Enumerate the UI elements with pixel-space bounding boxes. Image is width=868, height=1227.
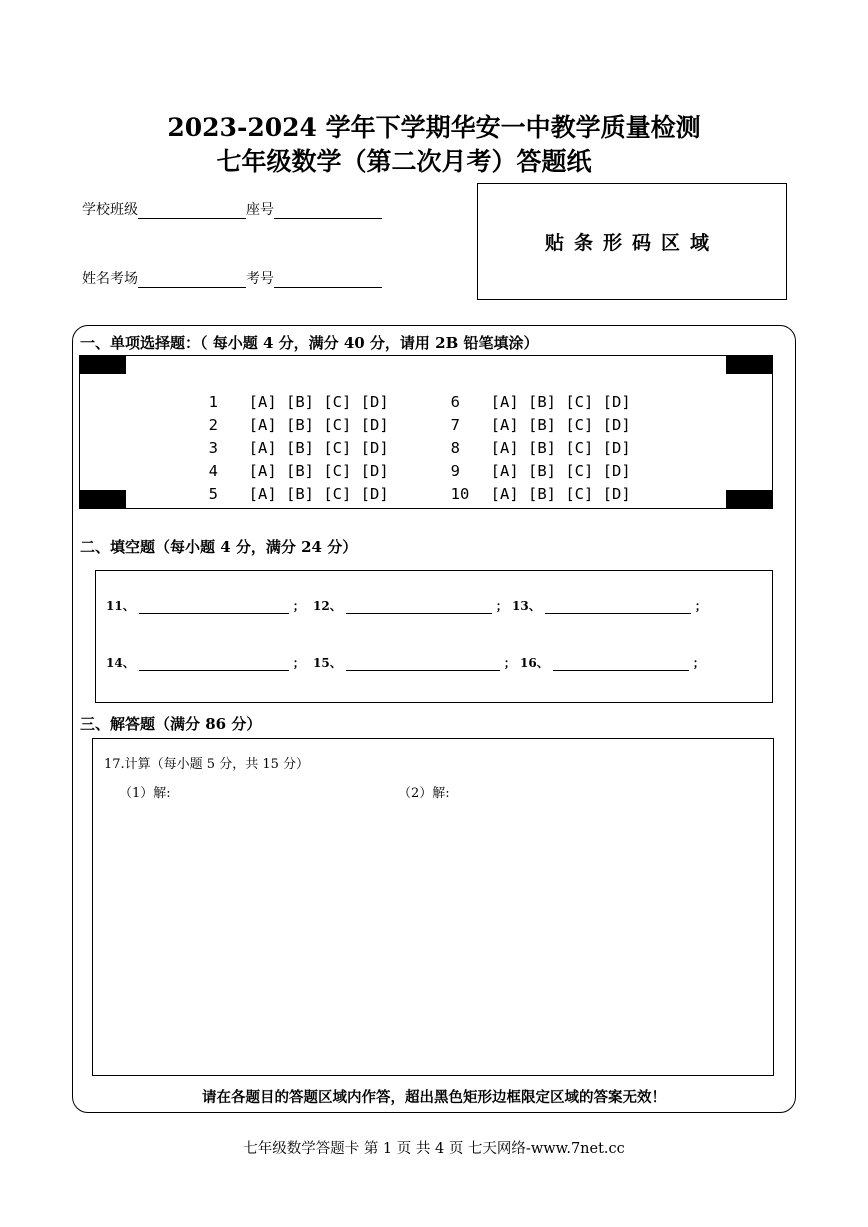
separator: ； — [503, 656, 516, 670]
question-number: 5 — [208, 485, 219, 503]
school-class-line[interactable] — [138, 204, 246, 219]
blank-11[interactable] — [106, 597, 305, 614]
seat-no-line[interactable] — [274, 204, 382, 219]
part2-label: （2）解: — [398, 786, 450, 801]
option-bubbles[interactable]: [A] [B] [C] [D] — [248, 439, 389, 457]
alignment-mark — [726, 356, 772, 374]
exam-no-line[interactable] — [274, 273, 382, 288]
blank-number: 16、 — [520, 656, 549, 670]
option-bubbles[interactable]: [A] [B] [C] [D] — [248, 485, 389, 503]
answer-line[interactable] — [139, 600, 289, 614]
question-number: 6 — [450, 393, 461, 411]
question-number: 1 — [208, 393, 219, 411]
separator: ； — [495, 599, 508, 613]
question-number: 8 — [450, 439, 461, 457]
separator: ； — [292, 599, 305, 613]
exam-no-label: 考号 — [246, 271, 274, 287]
question-number: 3 — [208, 439, 219, 457]
blank-number: 12、 — [313, 599, 342, 613]
page-footer: 七年级数学答题卡 第 1 页 共 4 页 七天网络-www.7net.cc — [243, 1141, 625, 1157]
alignment-mark — [726, 490, 772, 508]
name-room-label: 姓名考场 — [82, 271, 138, 287]
question-number: 9 — [450, 462, 461, 480]
answer-line[interactable] — [346, 600, 492, 614]
name-room-line[interactable] — [138, 273, 246, 288]
mc-row[interactable] — [190, 467, 389, 503]
alignment-mark — [80, 356, 126, 374]
name-room-field[interactable] — [82, 268, 382, 288]
alignment-mark — [80, 490, 126, 508]
section1-heading: 一、单项选择题：（ 每小题 4 分，满分 40 分，请用 2B 铅笔填涂） — [80, 334, 539, 352]
seat-no-label: 座号 — [246, 202, 274, 218]
question-number: 7 — [450, 416, 461, 434]
blank-12[interactable] — [313, 597, 508, 614]
blank-number: 14、 — [106, 656, 135, 670]
separator: ； — [694, 599, 707, 613]
answer-notice: 请在各题目的答题区域内作答，超出黑色矩形边框限定区域的答案无效！ — [202, 1089, 666, 1106]
school-class-label: 学校班级 — [82, 202, 138, 218]
multiple-choice-box — [79, 355, 773, 509]
barcode-area — [477, 183, 787, 300]
exam-title: 2023-2024 学年下学期华安一中教学质量检测 — [167, 113, 701, 142]
option-bubbles[interactable]: [A] [B] [C] [D] — [248, 393, 389, 411]
fill-in-box — [95, 570, 773, 703]
answer-line[interactable] — [545, 600, 691, 614]
blank-number: 15、 — [313, 656, 342, 670]
question-number: 10 — [450, 485, 470, 503]
blank-14[interactable] — [106, 654, 305, 671]
blank-number: 13、 — [512, 599, 541, 613]
option-bubbles[interactable]: [A] [B] [C] [D] — [490, 439, 631, 457]
option-bubbles[interactable]: [A] [B] [C] [D] — [490, 416, 631, 434]
barcode-label: 贴条形码区域 — [544, 232, 719, 254]
blank-15[interactable] — [313, 654, 516, 671]
answer-sheet-title: 七年级数学（第二次月考）答题纸 — [216, 147, 592, 176]
option-bubbles[interactable]: [A] [B] [C] [D] — [490, 462, 631, 480]
option-bubbles[interactable]: [A] [B] [C] [D] — [248, 416, 389, 434]
answer-line[interactable] — [553, 657, 689, 671]
separator: ； — [292, 656, 305, 670]
section3-heading: 三、解答题（满分 86 分） — [80, 715, 262, 733]
part1-label: （1）解: — [119, 786, 171, 801]
question-number: 4 — [208, 462, 219, 480]
blank-number: 11、 — [106, 599, 135, 613]
mc-row[interactable] — [432, 467, 631, 503]
blank-13[interactable] — [512, 597, 707, 614]
school-class-field[interactable] — [82, 199, 382, 219]
question-number: 2 — [208, 416, 219, 434]
separator: ； — [692, 656, 705, 670]
section2-heading: 二、填空题（每小题 4 分，满分 24 分） — [80, 538, 358, 556]
answer-line[interactable] — [346, 657, 500, 671]
option-bubbles[interactable]: [A] [B] [C] [D] — [490, 485, 631, 503]
blank-16[interactable] — [520, 654, 705, 671]
question-17: 17.计算（每小题 5 分，共 15 分） — [104, 757, 310, 772]
option-bubbles[interactable]: [A] [B] [C] [D] — [248, 462, 389, 480]
answer-line[interactable] — [139, 657, 289, 671]
option-bubbles[interactable]: [A] [B] [C] [D] — [490, 393, 631, 411]
